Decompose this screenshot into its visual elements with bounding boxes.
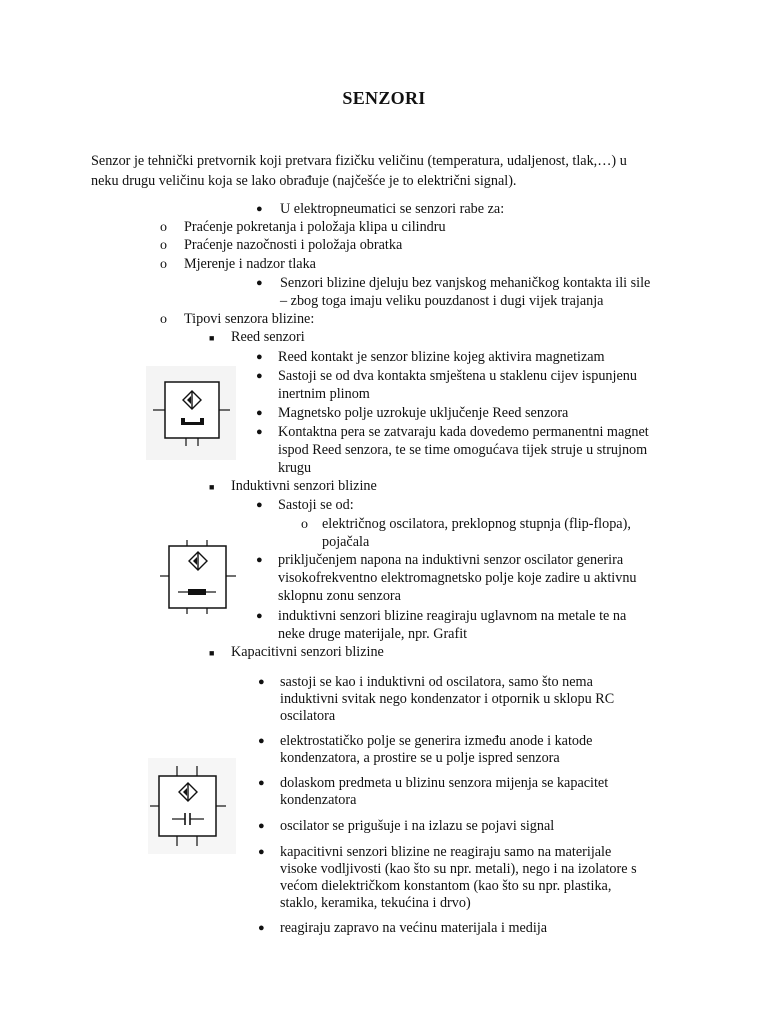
inductive-heading: Induktivni senzori blizine (231, 478, 377, 494)
circle-marker: o (160, 257, 167, 272)
square-marker: ■ (209, 648, 215, 658)
circle-marker: o (160, 312, 167, 327)
bullet-marker: ● (256, 554, 263, 566)
inductive-bullet-cont: sklopnu zonu senzora (278, 588, 401, 604)
types-heading: Tipovi senzora blizine: (184, 311, 315, 327)
capacitive-bullet-cont: staklo, keramika, tekućina i drvo) (280, 895, 471, 911)
proximity-note-line-2: – zbog toga imaju veliku pouzdanost i dugi vijek trajanja (280, 293, 604, 309)
inductive-bullet-cont: visokofrekventno elektromagnetsko polje koje zadire u aktivnu (278, 570, 637, 586)
capacitive-bullet: reagiraju zapravo na većinu materijala i medija (280, 920, 548, 936)
bullet-marker: ● (258, 735, 265, 747)
bullet-marker: ● (256, 499, 263, 511)
reed-heading: Reed senzori (231, 329, 305, 345)
inductive-consists: Sastoji se od: (278, 497, 354, 513)
bullet-marker: ● (256, 370, 263, 382)
capacitive-bullet: dolaskom predmeta u blizinu senzora mijenja se kapacitet (280, 775, 609, 791)
capacitive-bullet-cont: oscilatora (280, 708, 336, 724)
capacitive-sensor-symbol (148, 758, 236, 854)
bullet-marker: ● (256, 203, 263, 215)
bullet-main-text: U elektropneumatici se senzori rabe za: (280, 201, 505, 217)
bullet-marker: ● (258, 922, 265, 934)
inductive-part-cont: pojačala (322, 534, 370, 550)
inductive-bullet-cont: neke druge materijale, npr. Grafit (278, 626, 468, 642)
intro-line-2: neku drugu veličinu koja se lako obrađuje (najčešće je to električni signal). (91, 173, 517, 189)
reed-bullet-cont: krugu (278, 460, 312, 476)
circle-marker: o (160, 220, 167, 235)
inductive-part: električnog oscilatora, preklopnog stupnja (flip-flopa), (322, 516, 631, 532)
bullet-marker: ● (258, 676, 265, 688)
reed-sensor-symbol (146, 366, 236, 460)
inductive-sensor-symbol (160, 540, 238, 614)
reed-bullet: Sastoji se od dva kontakta smještena u staklenu cijev ispunjenu (278, 368, 637, 384)
bullet-marker: ● (258, 846, 265, 858)
square-marker: ■ (209, 333, 215, 343)
use-item: Mjerenje i nadzor tlaka (184, 256, 316, 272)
reed-bullet: Reed kontakt je senzor blizine kojeg aktivira magnetizam (278, 349, 605, 365)
capacitive-bullet-cont: induktivni svitak nego kondenzator i otpornik u sklopu RC (280, 691, 615, 707)
inductive-bullet: induktivni senzori blizine reagiraju uglavnom na metale te na (278, 608, 627, 624)
capacitive-bullet: sastoji se kao i induktivni od oscilatora, samo što nema (280, 674, 593, 690)
proximity-note-line-1: Senzori blizine djeluju bez vanjskog mehaničkog kontakta ili sile (280, 275, 651, 291)
capacitive-heading: Kapacitivni senzori blizine (231, 644, 384, 660)
bullet-marker: ● (256, 351, 263, 363)
square-marker: ■ (209, 482, 215, 492)
circle-marker: o (301, 517, 308, 532)
capacitive-bullet: elektrostatičko polje se generira između anode i katode (280, 733, 593, 749)
capacitive-bullet-cont: kondenzatora (280, 792, 357, 808)
use-item: Praćenje pokretanja i položaja klipa u cilindru (184, 219, 446, 235)
reed-bullet: Magnetsko polje uzrokuje uključenje Reed senzora (278, 405, 569, 421)
page-title: SENZORI (342, 88, 426, 108)
bullet-marker: ● (256, 277, 263, 289)
circle-marker: o (160, 238, 167, 253)
reed-bullet-cont: ispod Reed senzora, te se time omogućava tijek struje u strujnom (278, 442, 648, 458)
capacitive-bullet: kapacitivni senzori blizine ne reagiraju samo na materijale (280, 844, 612, 860)
bullet-marker: ● (256, 610, 263, 622)
capacitive-bullet-cont: visoke vodljivosti (kao što su npr. metali), nego i na izolatore s (280, 861, 637, 877)
capacitive-bullet-cont: kondenzatora, a prostire se u polje ispred senzora (280, 750, 560, 766)
intro-line-1: Senzor je tehnički pretvornik koji pretvara fizičku veličinu (temperatura, udaljenost, tlak,…) u (91, 153, 627, 169)
inductive-bullet: priključenjem napona na induktivni senzor oscilator generira (278, 552, 624, 568)
reed-bullet: Kontaktna pera se zatvaraju kada dovedemo permanentni magnet (278, 424, 649, 440)
bullet-marker: ● (256, 426, 263, 438)
capacitive-bullet: oscilator se prigušuje i na izlazu se pojavi signal (280, 818, 555, 834)
bullet-marker: ● (258, 777, 265, 789)
use-item: Praćenje nazočnosti i položaja obratka (184, 237, 403, 253)
capacitive-bullet-cont: većom dielektričkom konstantom (kao što su npr. plastika, (280, 878, 612, 894)
reed-bullet-cont: inertnim plinom (278, 386, 370, 402)
bullet-marker: ● (258, 820, 265, 832)
bullet-marker: ● (256, 407, 263, 419)
